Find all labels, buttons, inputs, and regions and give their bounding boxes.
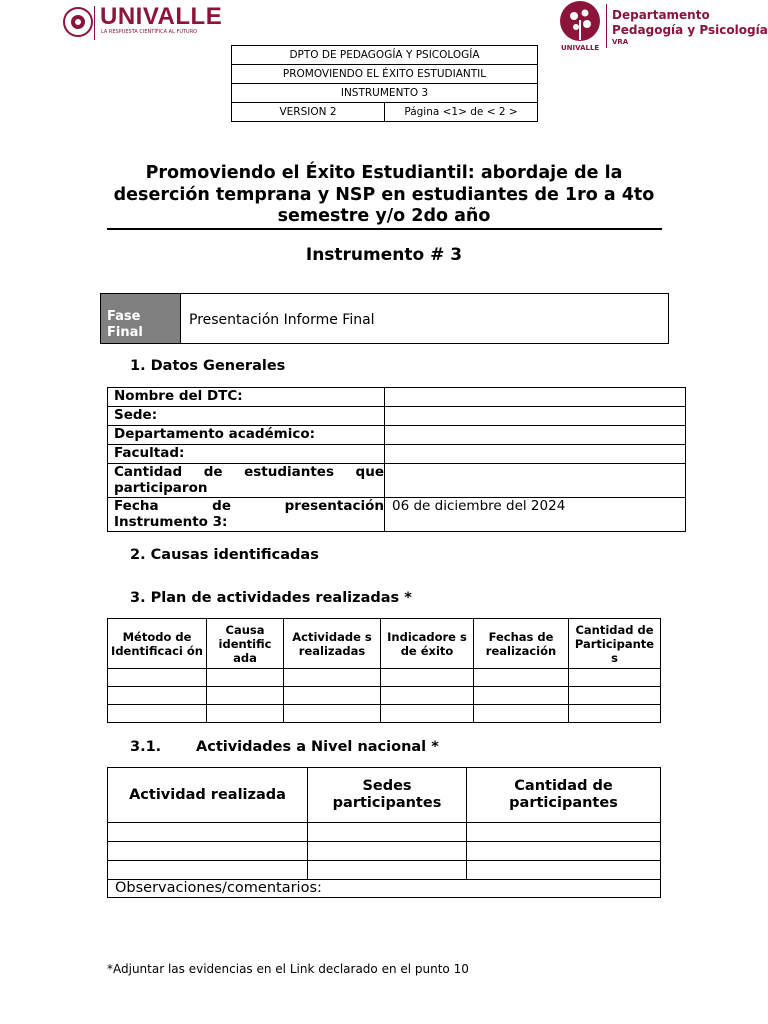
fase-box bbox=[100, 293, 669, 344]
column-header: Indicadore s de éxito bbox=[381, 619, 474, 669]
table-cell[interactable] bbox=[308, 842, 467, 861]
table-cell[interactable] bbox=[474, 669, 569, 687]
column-header: Cantidad de Participante s bbox=[569, 619, 661, 669]
column-header: Sedes participantes bbox=[308, 768, 467, 823]
field-label: Sede: bbox=[108, 407, 385, 426]
header-info-row: PROMOVIENDO EL ÉXITO ESTUDIANTIL bbox=[232, 65, 538, 84]
section-heading-datos-generales: 1. Datos Generales bbox=[130, 358, 286, 374]
section-heading-nivel-nacional: Actividades a Nivel nacional * bbox=[196, 739, 439, 755]
field-value[interactable] bbox=[385, 426, 686, 445]
column-header: Fechas de realización bbox=[474, 619, 569, 669]
column-header: Método de Identificaci ón bbox=[108, 619, 207, 669]
header-version: VERSION 2 bbox=[232, 103, 385, 122]
table-cell[interactable] bbox=[569, 705, 661, 723]
table-cell[interactable] bbox=[467, 842, 661, 861]
section-heading-causas: 2. Causas identificadas bbox=[130, 547, 319, 563]
table-cell[interactable] bbox=[207, 687, 284, 705]
column-header: Cantidad de participantes bbox=[467, 768, 661, 823]
header-info-row: DPTO DE PEDAGOGÍA Y PSICOLOGÍA bbox=[232, 46, 538, 65]
department-logo-text bbox=[612, 8, 768, 38]
table-cell[interactable] bbox=[108, 687, 207, 705]
footnote: *Adjuntar las evidencias en el Link declarado en el punto 10 bbox=[107, 962, 469, 976]
univalle-tagline: LA RESPUESTA CIENTÍFICA AL FUTURO bbox=[101, 29, 198, 35]
table-cell[interactable] bbox=[284, 669, 381, 687]
table-cell[interactable] bbox=[308, 861, 467, 880]
column-header: Actividade s realizadas bbox=[284, 619, 381, 669]
header-info-row: INSTRUMENTO 3 bbox=[232, 84, 538, 103]
field-value[interactable]: 06 de diciembre del 2024 bbox=[385, 498, 686, 532]
actividades-nacional-table bbox=[107, 767, 661, 898]
instrument-title: Instrumento # 3 bbox=[305, 245, 463, 265]
table-cell[interactable] bbox=[569, 687, 661, 705]
department-tree-icon bbox=[556, 0, 606, 46]
table-cell[interactable] bbox=[207, 669, 284, 687]
table-cell[interactable] bbox=[108, 669, 207, 687]
table-row bbox=[108, 705, 661, 723]
univalle-seal-icon bbox=[62, 2, 98, 42]
table-row bbox=[108, 823, 661, 842]
field-label: Facultad: bbox=[108, 445, 385, 464]
table-cell[interactable] bbox=[467, 823, 661, 842]
table-cell[interactable] bbox=[108, 861, 308, 880]
header-page-number: Página <1> de < 2 > bbox=[385, 103, 538, 122]
table-cell[interactable] bbox=[308, 823, 467, 842]
table-cell[interactable] bbox=[108, 705, 207, 723]
field-value[interactable] bbox=[385, 388, 686, 407]
field-label: Cantidad de estudiantes que participaron bbox=[108, 464, 385, 498]
table-cell[interactable] bbox=[207, 705, 284, 723]
table-cell[interactable] bbox=[474, 687, 569, 705]
column-header: Causa identific ada bbox=[207, 619, 284, 669]
document-title: Promoviendo el Éxito Estudiantil: abordaje de la deserción temprana y NSP en estudiantes de 1ro a 4to semestre y/o 2do año bbox=[113, 163, 655, 226]
field-label: Nombre del DTC: bbox=[108, 388, 385, 407]
field-label: Fecha de presentación Instrumento 3: bbox=[108, 498, 385, 532]
column-header: Actividad realizada bbox=[108, 768, 308, 823]
field-value[interactable] bbox=[385, 407, 686, 426]
table-cell[interactable] bbox=[569, 669, 661, 687]
department-logo-line1: Departamento bbox=[612, 8, 710, 22]
fase-value: Presentación Informe Final bbox=[180, 294, 668, 343]
field-value[interactable] bbox=[385, 464, 686, 498]
fase-label: Fase Final bbox=[101, 294, 180, 343]
field-label: Departamento académico: bbox=[108, 426, 385, 445]
table-cell[interactable] bbox=[108, 823, 308, 842]
table-cell[interactable] bbox=[381, 705, 474, 723]
header-info-table bbox=[231, 45, 538, 122]
table-row bbox=[108, 861, 661, 880]
table-cell[interactable] bbox=[381, 687, 474, 705]
table-cell[interactable] bbox=[474, 705, 569, 723]
table-cell[interactable] bbox=[467, 861, 661, 880]
table-cell[interactable] bbox=[381, 669, 474, 687]
table-cell[interactable] bbox=[108, 842, 308, 861]
section-number-31: 3.1. bbox=[130, 739, 162, 755]
section-heading-plan: 3. Plan de actividades realizadas * bbox=[130, 590, 412, 606]
observations-field[interactable]: Observaciones/comentarios: bbox=[108, 880, 661, 898]
department-logo-sub: VRA bbox=[612, 38, 629, 46]
department-logo-univ: UNIVALLE bbox=[561, 44, 600, 52]
datos-generales-table bbox=[107, 387, 686, 532]
plan-actividades-table bbox=[107, 618, 661, 723]
univalle-logo-text: UNIVALLE bbox=[100, 3, 223, 30]
table-row bbox=[108, 669, 661, 687]
table-cell[interactable] bbox=[284, 705, 381, 723]
table-row bbox=[108, 687, 661, 705]
table-row bbox=[108, 842, 661, 861]
table-cell[interactable] bbox=[284, 687, 381, 705]
title-divider bbox=[107, 228, 662, 230]
field-value[interactable] bbox=[385, 445, 686, 464]
department-logo-line2: Pedagogía y Psicología bbox=[612, 23, 768, 37]
